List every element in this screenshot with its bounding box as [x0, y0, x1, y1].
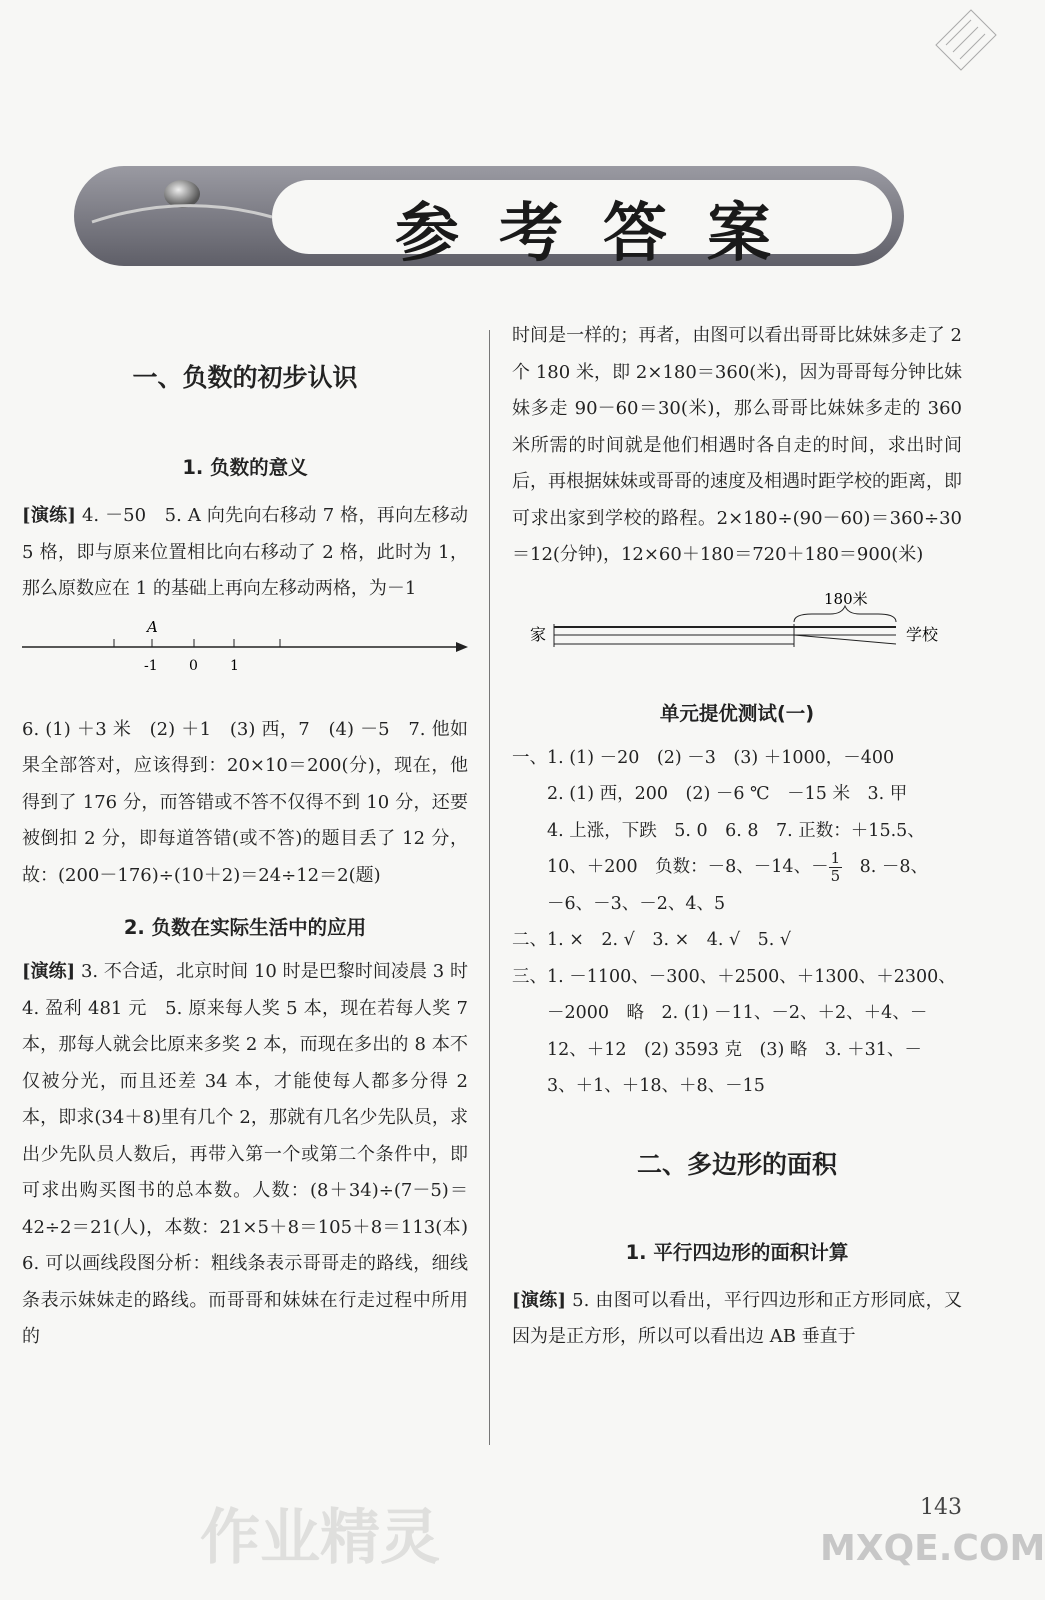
answer-paragraph: [22, 498, 468, 608]
watermark-text: 作业精灵: [200, 1503, 440, 1573]
answer-text: 4. －50 5. A 向先向右移动 7 格，再向左移动 5 格，即与原来位置相比向右移动了 2 格，此时为 1，那么原数应在 1 的基础上再向左移动两格，为－1: [22, 505, 468, 599]
point-a-label: A: [147, 617, 158, 636]
answer-line: 12、＋12 (2) 3593 克 (3) 略 3. ＋31、－: [512, 1039, 922, 1060]
chapter-heading: 二、多边形的面积: [636, 1149, 837, 1179]
tick-label: -1: [144, 657, 158, 674]
distance-label: 180米: [824, 589, 868, 608]
page-title: 参考答案: [395, 197, 811, 271]
answer-line: 二、1. × 2. √ 3. × 4. √ 5. √: [512, 930, 792, 950]
answer-paragraph: 时间是一样的；再者，由图可以看出哥哥比妹妹多走了 2 个 180 米，即 2×180＝360(米)，因为哥哥每分钟比妹妹多走 90－60＝30(米)，那么哥哥比妹妹多走的 360 米所需的时间就是他们相遇时各自走的时间，求出时间后，再根据妹妹或哥哥的速度及相遇时距学校的距离，即可求出家到学校的路程。2×180÷(90－60)＝360÷30＝12(分钟)，12×60＋180＝720＋180＝900(米): [512, 325, 962, 565]
answer-line: [512, 849, 962, 886]
answer-paragraph: [512, 1283, 962, 1356]
fraction-denominator: 5: [830, 867, 841, 885]
answer-text: 10、＋200 负数：－8、－14、－: [512, 857, 829, 877]
answer-line: 一、1. (1) －20 (2) －3 (3) ＋1000，－400: [512, 747, 895, 768]
fraction-numerator: 1: [830, 849, 841, 867]
column-divider: [489, 330, 490, 1445]
section-heading: 1. 负数的意义: [182, 456, 308, 479]
test-answers: [512, 740, 962, 1105]
section-heading: 1. 平行四边形的面积计算: [625, 1240, 849, 1264]
answer-line: －6、－3、－2、4、5: [512, 893, 726, 914]
line-segment-diagram: [512, 580, 962, 670]
answer-text: 3. 不合适，北京时间 10 时是巴黎时间凌晨 3 时 4. 盈利 481 元 5. 原来每人奖 5 本，现在若每人奖 7 本，那每人就会比原来多奖 2 本，而现在多出的 8 本不仅被分光，而且还差 34 本，才能使每人都多分得 2 本，即求(34＋8)里有几个 2，那就有几名少先队员，求出少先队员人数后，再带入第一个或第二个条件中，即可求出购买图书的总本数。人数：(8＋34)÷(7－5)＝42÷2＝21(人)，本数：21×5＋8＝105＋8＝113(本) 6. 可以画线段图分析：粗线条表示哥哥走的路线，细线条表示妹妹走的路线。而哥哥和妹妹在行走过程中所用的: [22, 961, 486, 1347]
answer-line: 4. 上涨，下跌 5. 0 6. 8 7. 正数：＋15.5、: [512, 820, 925, 841]
corner-decoration: [926, 0, 996, 70]
school-label: 学校: [906, 624, 939, 644]
practice-tag: [演练]: [22, 961, 76, 982]
answer-line: －2000 略 2. (1) －11、－2、＋2、＋4、－: [512, 1003, 928, 1023]
section-heading: 单元提优测试(一): [659, 701, 815, 725]
left-column: [22, 318, 486, 1356]
tick-label: 1: [230, 657, 239, 674]
practice-tag: [演练]: [512, 1289, 567, 1311]
number-line: [22, 612, 468, 682]
fraction: [829, 850, 843, 885]
section-heading: 2. 负数在实际生活中的应用: [123, 916, 367, 939]
tick-label: 0: [189, 657, 198, 674]
page-number: 143: [920, 1495, 962, 1520]
practice-tag: [演练]: [22, 505, 76, 526]
answer-paragraph: 6. (1) ＋3 米 (2) ＋1 (3) 西，7 (4) －5 7. 他如果全部答对，应该得到：20×10＝200(分)，现在，他得到了 176 分，而答错或不答不仅得不到 10 分，还要被倒扣 2 分，即每道答错(或不答)的题目丢了 12 分，故：(200－176)÷(10＋2)＝24÷12＝2(题): [22, 718, 468, 886]
answer-line: 2. (1) 西，200 (2) －6 ℃ －15 米 3. 甲: [512, 784, 908, 804]
chapter-heading: 一、负数的初步认识: [132, 363, 358, 392]
answer-text: 5. 由图可以看出，平行四边形和正方形同底，又因为是正方形，所以可以看出边 AB 垂直于: [512, 1289, 962, 1347]
answer-line: 3、＋1、＋18、＋8、－15: [512, 1076, 765, 1096]
answer-paragraph: [22, 954, 486, 1356]
right-column: [512, 318, 962, 1356]
site-watermark: MXQE.COM: [820, 1528, 1045, 1569]
home-label: 家: [530, 624, 547, 644]
answer-line: 三、1. －1100、－300、＋2500、＋1300、＋2300、: [512, 966, 956, 987]
answer-text: 8. －8、: [842, 857, 929, 877]
